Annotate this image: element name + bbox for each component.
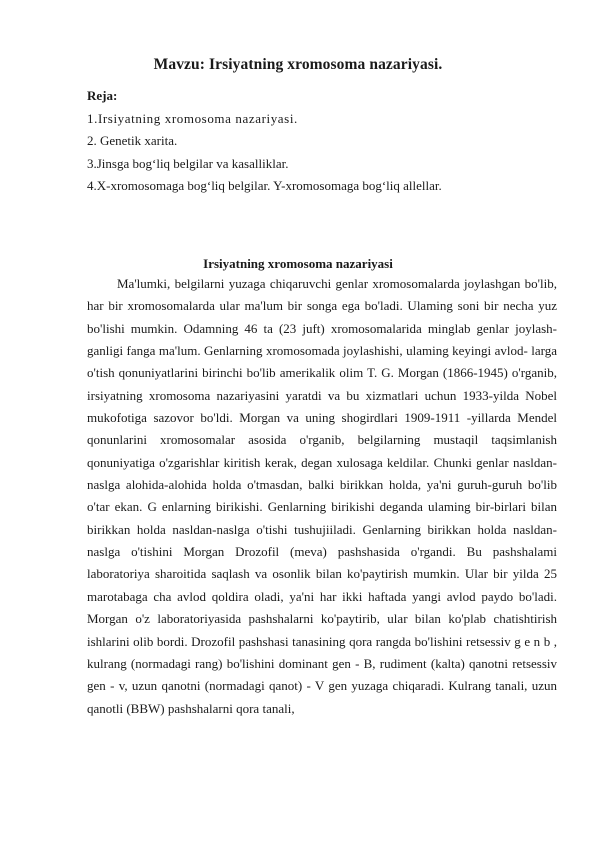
plan-item: 4.X-xromosomaga bog‘liq belgilar. Y-xromosomaga bog‘liq allellar. bbox=[87, 178, 442, 193]
plan-item: 3.Jinsga bog‘liq belgilar va kasalliklar. bbox=[87, 155, 289, 171]
plan-item: 1.Irsiyatning xromosoma nazariyasi. bbox=[87, 110, 298, 126]
plan-item: 2. Genetik xarita. bbox=[87, 133, 178, 148]
section-heading: Irsiyatning xromosoma nazariyasi bbox=[203, 256, 393, 271]
page-title: Mavzu: Irsiyatning xromosoma nazariyasi. bbox=[153, 56, 443, 73]
body-paragraph: Ma'lumki, belgilarni yuzaga chiqaruvchi genlar xromosomalarda joylashgan bo'lib, har bir xromosomalarda ular ma'lum bir songa ega bo'ladi. Ulaming soni bir necha yuz bo'lishi mumkin. Odamning 46 ta (23 juft) xromosomalarida minglab genlar joylash- ganligi fanga ma'lum. Genlarning xromosomada joylashishi, ulaming keyingi avlod- larga o'tish qonuniyatlarini birinchi bo'lib amerikalik olim T. G. Morgan (1866-1945) o'rganib, irsiyatning xromosoma nazariyasini yaratdi va bu xizmatlari uchun 1933-yilda Nobel mukofotiga sazovor bo'ldi. Morgan va uning shogirdlari 1909-1911 -yillarda Mendel qonunlarini xromosomalar asosida o'rganib, belgilarning mustaqil taqsimlanish qonuniyatiga o'zgarishlar kiritish kerak, degan xulosaga keldilar. Chunki genlar nasldan-naslga alohida-alohida holda o'tmasdan, balki birikkan holda, ya'ni guruh-guruh bo'lib o'tar ekan. G enlarning birikishi. Genlarning birikishi deganda ulaming bir-birlari bilan birikkan holda nasldan-naslga o'tishi tushujiiladi. Genlarning birikkan holda nasldan-naslga o'tishini Morgan Drozofil (meva) pashshasida o'rgandi. Bu pashshalami laboratoriya sharoitida saqlash va osonlik bilan ko'paytirish mumkin. Ular bir yilda 25 marotabaga cha avlod qoldira oladi, ya'ni har ikki haftada yangi avlod paydo bo'ladi. Morgan o'z laboratoriyasida pashshalarni ko'paytirib, ular bilan ko'plab chatishtirish ishlarini olib bordi. Drozofil pashshasi tanasining qora rangda bo'lishini retsessiv g e n b , kulrang (normadagi rang) bo'lishini dominant gen - B, rudiment (kalta) qanotni retsessiv gen - v, uzun qanotni (normadagi qanot) - V gen yuzaga chiqaradi. Kulrang tanali, uzun qanotli (BBW) pashshalarni qora tanali, bbox=[87, 276, 557, 716]
plan-heading: Reja: bbox=[87, 88, 118, 103]
plan-list bbox=[87, 85, 557, 198]
